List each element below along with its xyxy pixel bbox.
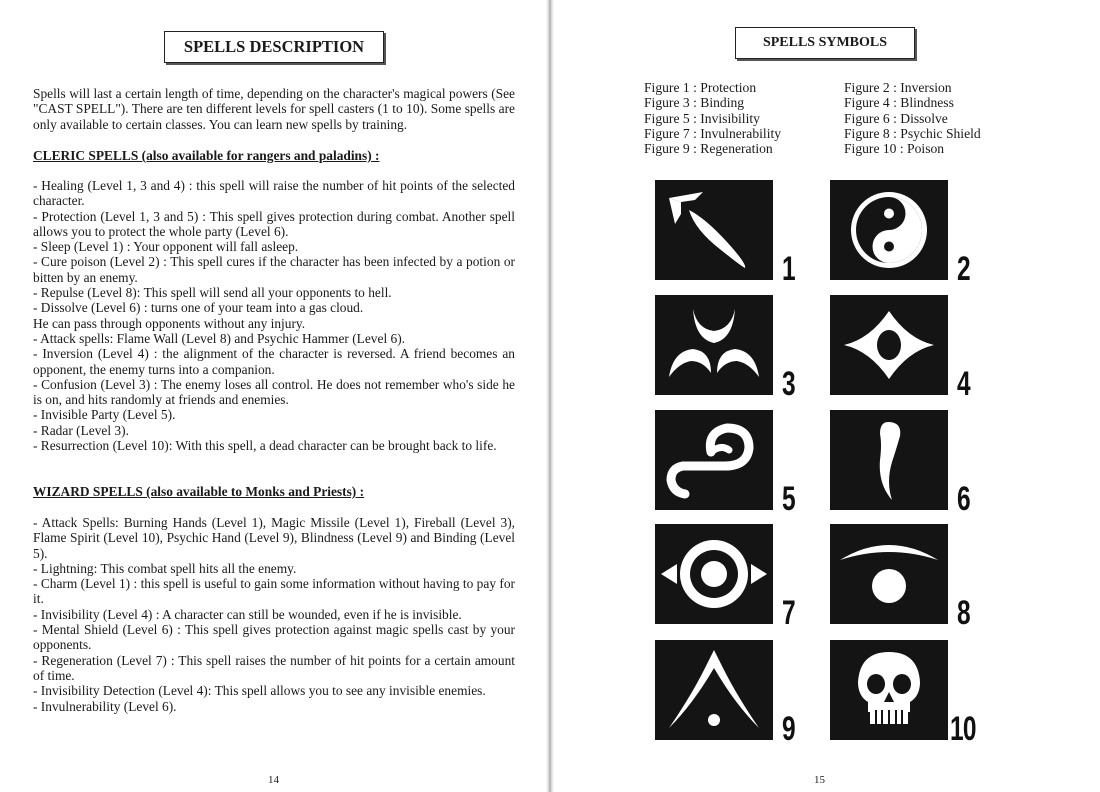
regeneration-arch-icon (655, 640, 773, 740)
cleric-spell-item: He can pass through opponents without any injury. (33, 315, 306, 331)
cleric-spell-item: - Protection (Level 1, 3 and 5) : This spell gives protection during combat. Another spell allows you to protect the whole party (Level 6). (33, 208, 515, 239)
spell-symbol-9 (655, 640, 795, 748)
figure-legend-item: Figure 10 : Poison (844, 141, 945, 157)
symbol-number: 3 (782, 365, 795, 403)
cleric-spell-item: - Resurrection (Level 10): With this spell, a dead character can be brought back to life. (33, 438, 497, 454)
invisibility-swirl-icon (655, 410, 773, 510)
spell-symbol-1 (655, 180, 795, 288)
spell-symbol-2 (830, 180, 970, 288)
symbol-number: 7 (782, 594, 795, 632)
cleric-spell-item: - Dissolve (Level 6) : turns one of your team into a gas cloud. (33, 300, 364, 316)
symbol-number: 8 (957, 594, 970, 632)
cleric-spell-item: - Radar (Level 3). (33, 422, 129, 438)
spell-symbol-3 (655, 295, 795, 403)
cleric-spell-item: - Confusion (Level 3) : The enemy loses all control. He does not remember who's side he is on, and hits randomly at friends and enemies. (33, 376, 515, 408)
figure-legend-left (644, 80, 781, 156)
right-page (552, 0, 1100, 792)
wizard-spell-item: - Invisibility (Level 4) : A character can still be wounded, even if he is invisible. (33, 606, 462, 622)
four-point-star-icon (830, 295, 948, 395)
left-page (0, 0, 548, 792)
figure-legend-item: Figure 8 : Psychic Shield (844, 125, 981, 141)
wizard-spell-item: - Mental Shield (Level 6) : This spell gives protection against magic spells cast by your opponents. (33, 622, 515, 653)
figure-legend-right (844, 80, 981, 156)
symbol-number: 5 (782, 480, 795, 518)
cleric-spells-heading: CLERIC SPELLS (also available for rangers and paladins) : (33, 148, 380, 163)
spell-symbol-4 (830, 295, 970, 403)
cleric-spell-item: - Attack spells: Flame Wall (Level 8) and Psychic Hammer (Level 6). (33, 330, 406, 346)
figure-legend-item: Figure 4 : Blindness (844, 95, 954, 111)
page-number: 15 (814, 774, 825, 786)
spell-symbol-10 (830, 640, 976, 748)
cleric-spell-item: - Repulse (Level 8): This spell will send all your opponents to hell. (33, 285, 392, 301)
invulnerability-eye-icon (655, 524, 773, 624)
skull-icon (830, 640, 948, 740)
figure-legend-item: Figure 3 : Binding (644, 95, 745, 111)
wizard-spell-item: - Invisibility Detection (Level 4): This spell allows you to see any invisible enemies. (33, 683, 486, 699)
wizard-spell-item: - Invulnerability (Level 6). (33, 698, 177, 714)
wizard-spells-list (33, 515, 515, 714)
wizard-spells-heading: WIZARD SPELLS (also available to Monks and Priests) : (33, 484, 365, 499)
symbol-number: 6 (957, 480, 970, 518)
symbol-number: 4 (957, 365, 970, 403)
binding-symbol-icon (655, 295, 773, 395)
figure-legend-item: Figure 1 : Protection (644, 80, 757, 95)
symbol-number: 9 (782, 710, 795, 748)
symbol-number: 2 (957, 250, 970, 288)
spell-symbol-8 (830, 524, 970, 632)
spell-symbol-6 (830, 410, 970, 518)
symbol-number: 10 (950, 710, 976, 748)
figure-legend-item: Figure 9 : Regeneration (644, 141, 773, 157)
wizard-spell-item: - Charm (Level 1) : this spell is useful to gain some information without having to pay for it. (33, 576, 515, 607)
figure-legend-item: Figure 7 : Invulnerability (644, 125, 782, 141)
wizard-spell-item: - Attack Spells: Burning Hands (Level 1), Magic Missile (Level 1), Fireball (Level 3), Flame Spirit (Level 10), Psychic Hand (Level 9), Blindness (Level 9) and Binding (Level 5). (33, 515, 515, 561)
yin-yang-icon (830, 180, 948, 280)
cleric-spell-item: - Inversion (Level 4) : the alignment of the character is reversed. A friend becomes an opponent, the enemy turns into a companion. (33, 346, 515, 377)
page-title: SPELLS SYMBOLS (735, 27, 915, 59)
spell-symbol-7 (655, 524, 795, 632)
page-title: SPELLS DESCRIPTION (164, 31, 384, 63)
wizard-spell-item: - Regeneration (Level 7) : This spell raises the number of hit points for a certain amount of time. (33, 652, 515, 683)
figure-legend-item: Figure 6 : Dissolve (844, 110, 948, 126)
cleric-spell-item: - Sleep (Level 1) : Your opponent will fall asleep. (33, 239, 299, 255)
cleric-spell-item: - Healing (Level 1, 3 and 4) : this spell will raise the number of hit points of the selected character. (33, 178, 515, 209)
dissolve-drop-icon (830, 410, 948, 510)
page-number: 14 (268, 774, 279, 786)
cleric-spells-list (33, 178, 515, 453)
wizard-spell-item: - Lightning: This combat spell hits all the enemy. (33, 560, 297, 576)
psychic-shield-icon (830, 524, 948, 624)
figure-legend-item: Figure 2 : Inversion (844, 80, 952, 95)
cleric-spell-item: - Invisible Party (Level 5). (33, 407, 176, 423)
figure-legend-item: Figure 5 : Invisibility (644, 110, 760, 126)
symbol-number: 1 (782, 250, 795, 288)
protection-symbol-icon (655, 180, 773, 280)
intro-paragraph: Spells will last a certain length of time, depending on the character's magical powers (See "CAST SPELL"). There are ten different levels for spell casters (1 to 10). Some spells are only available to certain classes. You can learn new spells by training. (33, 86, 515, 132)
cleric-spell-item: - Cure poison (Level 2) : This spell cures if the character has been infected by a potion or bitten by an enemy. (33, 254, 515, 285)
spell-symbol-5 (655, 410, 795, 518)
